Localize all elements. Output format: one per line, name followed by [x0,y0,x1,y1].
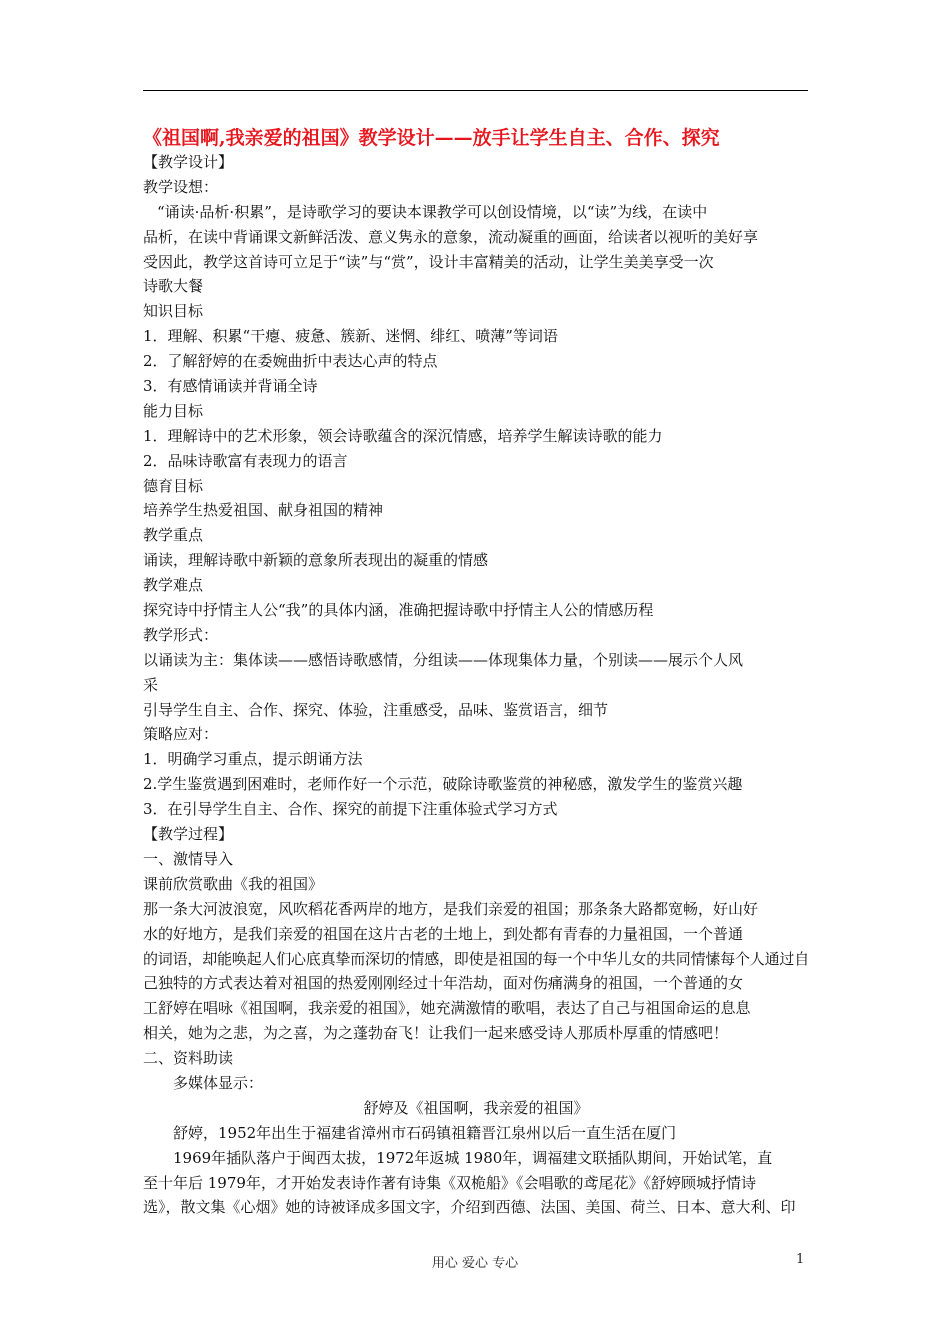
list-item: 1．明确学习重点，提示朗诵方法 [143,750,363,769]
paragraph-line: 受因此，教学这首诗可立足于“读”与“赏”，设计丰富精美的活动，让学生美美享受一次 [143,252,714,271]
paragraph-line: 那一条大河波浪宽，风吹稻花香两岸的地方，是我们亲爱的祖国；那条条大路都宽畅，好山好 [143,899,759,918]
paragraph-line: 舒婷，1952年出生于福建省漳州市石码镇祖籍晋江泉州以后一直生活在厦门 [173,1123,677,1142]
section-heading: 【教学设计】 [143,153,234,171]
list-item: 3．有感情诵读并背诵全诗 [143,377,318,396]
paragraph-line: 以诵读为主：集体读——感悟诗歌感情，分组读——体现集体力量，个别读——展示个人风 [143,650,744,669]
list-item: 2.学生鉴赏遇到困难时，老师作好一个示范，破除诗歌鉴赏的神秘感，激发学生的鉴赏兴趣 [143,775,743,794]
paragraph-line: 培养学生热爱祖国、献身祖国的精神 [143,501,384,520]
section-heading: 【教学过程】 [143,825,234,844]
paragraph-line: 水的好地方，是我们亲爱的祖国在这片古老的土地上，到处都有青春的力量祖国，一个普通 [143,924,744,943]
paragraph-line: 一、激情导入 [143,849,234,868]
paragraph-line: 选》，散文集《心烟》她的诗被译成多国文字，介绍到西德、法国、美国、荷兰、日本、意大利、印 [143,1198,796,1217]
paragraph-line: 教学难点 [143,576,204,595]
paragraph-line: 诗歌大餐 [143,277,204,296]
paragraph-line: 探究诗中抒情主人公“我”的具体内涵，准确把握诗歌中抒情主人公的情感历程 [143,601,654,620]
document-title: 《祖国啊,我亲爱的祖国》教学设计——放手让学生自主、合作、探究 [143,127,720,149]
paragraph-line: 诵读，理解诗歌中新颖的意象所表现出的凝重的情感 [143,551,489,570]
paragraph-line: 教学形式： [143,625,219,644]
page-number: 1 [796,1252,805,1267]
paragraph-line: 引导学生自主、合作、探究、体验，注重感受，品味、鉴赏语言，细节 [143,700,609,719]
paragraph-line: 己独特的方式表达着对祖国的热爱刚刚经过十年浩劫，面对伤痛满身的祖国，一个普通的女 [143,974,744,993]
paragraph-line: 工舒婷在唱咏《祖国啊，我亲爱的祖国》，她充满激情的歌唱，表达了自己与祖国命运的息息 [143,999,751,1018]
header-rule [143,90,808,91]
list-item: 3．在引导学生自主、合作、探究的前提下注重体验式学习方式 [143,800,558,819]
caption: 舒婷及《祖国啊，我亲爱的祖国》 [363,1098,589,1117]
list-item: 2．品味诗歌富有表现力的语言 [143,451,348,470]
paragraph-line: 能力目标 [143,401,204,420]
footer-motto: 用心 爱心 专心 [431,1256,519,1271]
paragraph-line: 至十年后 1979年，才开始发表诗作著有诗集《双桅船》《会唱歌的鸢尾花》《舒婷顾城抒情诗 [143,1173,756,1192]
paragraph-line: 课前欣赏歌曲《我的祖国》 [143,874,324,893]
paragraph-line: 二、资料助读 [143,1049,234,1068]
paragraph-line: 1969年插队落户于闽西太拔，1972年返城 1980年，调福建文联插队期间，开始试笔，直 [173,1148,773,1167]
paragraph-line: “诵读·品析·积累”，是诗歌学习的要诀本课教学可以创设情境，以“读”为线，在读中 [157,202,708,221]
paragraph-line: 品析，在读中背诵课文新鲜活泼、意义隽永的意象，流动凝重的画面，给读者以视听的美好享 [143,227,759,246]
paragraph-line: 策略应对： [143,725,219,744]
paragraph-line: 知识目标 [143,302,204,321]
paragraph-line: 教学设想： [143,177,219,196]
paragraph-line: 采 [143,675,159,694]
list-item: 2．了解舒婷的在委婉曲折中表达心声的特点 [143,352,438,371]
list-item: 1．理解、积累“干瘪、疲惫、簇新、迷惘、绯红、喷薄”等词语 [143,327,558,346]
paragraph-line: 的词语，却能唤起人们心底真挚而深切的情感，即使是祖国的每一个中华儿女的共同情愫每个人通过自 [143,949,809,968]
list-item: 1．理解诗中的艺术形象，领会诗歌蕴含的深沉情感，培养学生解读诗歌的能力 [143,426,663,445]
paragraph-line: 相关，她为之悲，为之喜，为之蓬勃奋飞！让我们一起来感受诗人那质朴厚重的情感吧！ [143,1024,729,1043]
paragraph-line: 德育目标 [143,476,204,495]
paragraph-line: 教学重点 [143,526,204,545]
document-body [143,150,809,1220]
paragraph-line: 多媒体显示： [173,1073,264,1092]
